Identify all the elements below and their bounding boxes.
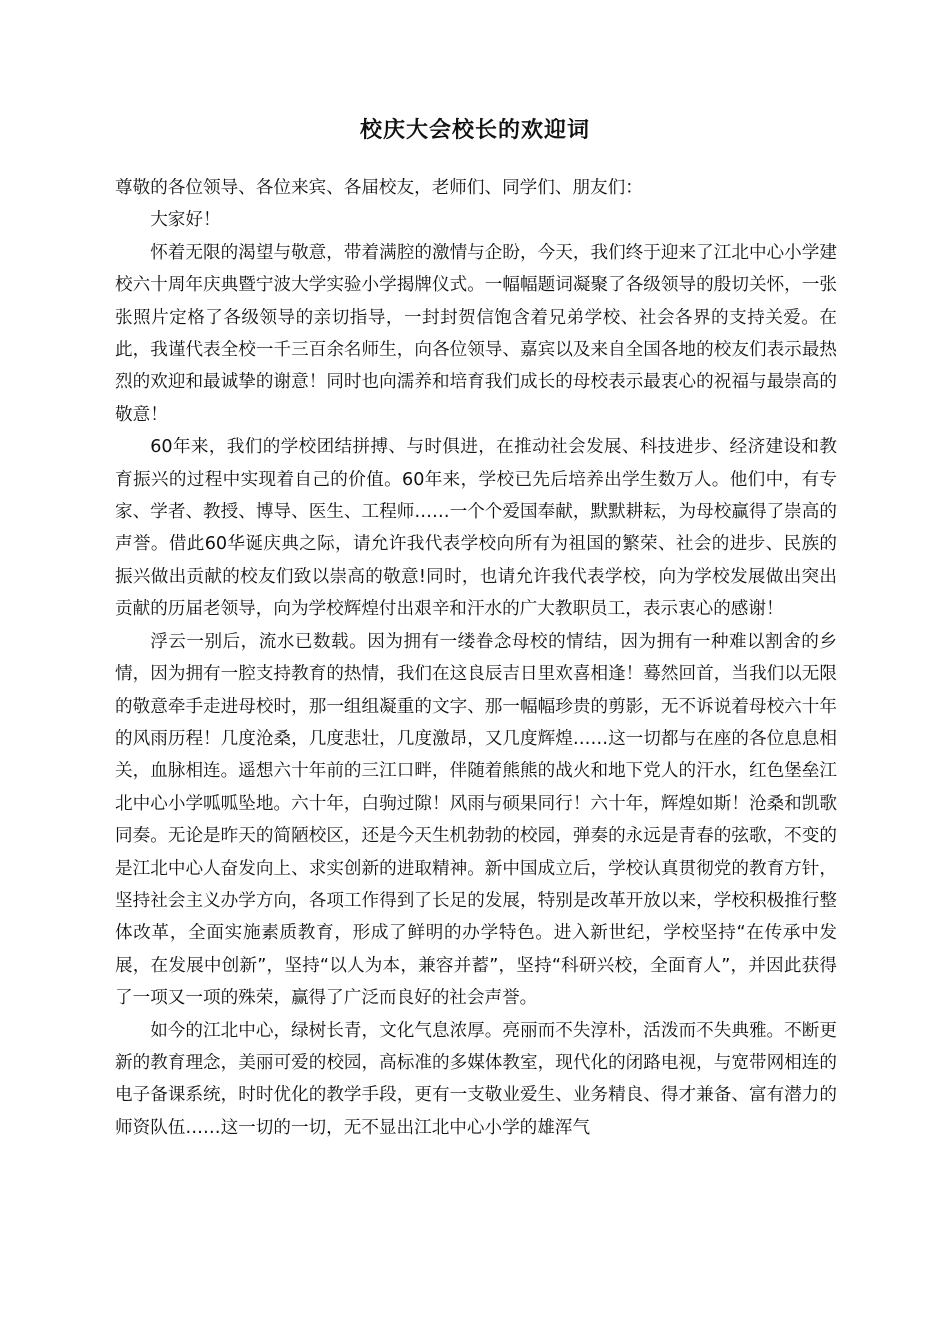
document-title: 校庆大会校长的欢迎词 bbox=[359, 118, 590, 143]
salutation: 尊敬的各位领导、各位来宾、各届校友，老师们、同学们、朋友们： bbox=[115, 178, 643, 198]
document-body bbox=[115, 172, 837, 1144]
paragraph-history: 浮云一别后，流水已数载。因为拥有一缕眷念母校的情结，因为拥有一种难以割舍的乡情，因为拥有一腔支持教育的热情，我们在这良辰吉日里欢喜相逢！蓦然回首，当我们以无限的敬意牵手走进母校时，那一组组凝重的文字、那一幅幅珍贵的剪影，无不诉说着母校六十年的风雨历程！几度沧桑，几度悲壮，几度激昂，又几度辉煌……这一切都与在座的各位息息相关，血脉相连。遥想六十年前的三江口畔，伴随着熊熊的战火和地下党人的汗水，红色堡垒江北中心小学呱呱坠地。六十年，白驹过隙！风雨与硕果同行！六十年，辉煌如斯！沧桑和凯歌同奏。无论是昨天的简陋校区，还是今天生机勃勃的校园，弹奏的永远是青春的弦歌，不变的是江北中心人奋发向上、求实创新的进取精神。新中国成立后，学校认真贯彻党的教育方针，坚持社会主义办学方向，各项工作得到了长足的发展，特别是改革开放以来，学校积极推行整体改革，全面实施素质教育，形成了鲜明的办学特色。进入新世纪，学校坚持“在传承中发展，在发展中创新”，坚持“以人为本，兼容并蓄”，坚持“科研兴校，全面育人”，并因此获得了一项又一项的殊荣，赢得了广泛而良好的社会声誉。 bbox=[115, 631, 837, 1009]
paragraph-greeting: 大家好！ bbox=[150, 210, 221, 231]
paragraph-today: 如今的江北中心，绿树长青，文化气息浓厚。亮丽而不失淳朴，活泼而不失典雅。不断更新的教育理念，美丽可爱的校园，高标准的多媒体教室，现代化的闭路电视，与宽带网相连的电子备课系统，时时优化的教学手段，更有一支敬业爱生、业务精良、得才兼备、富有潜力的师资队伍……这一切的一切，无不显出江北中心小学的雄浑气 bbox=[115, 1020, 837, 1138]
paragraph-welcome: 怀着无限的渴望与敬意，带着满腔的激情与企盼，今天，我们终于迎来了江北中心小学建校六十周年庆典暨宁波大学实验小学揭牌仪式。一幅幅题词凝聚了各级领导的殷切关怀，一张张照片定格了各级领导的亲切指导，一封封贺信饱含着兄弟学校、社会各界的支持关爱。在此，我谨代表全校一千三百余名师生，向各位领导、嘉宾以及来自全国各地的校友们表示最热烈的欢迎和最诚挚的谢意！同时也向濡养和培育我们成长的母校表示最衷心的祝福与最崇高的敬意！ bbox=[115, 242, 837, 425]
paragraph-sixty-years: 60年来，我们的学校团结拼搏、与时俱进，在推动社会发展、科技进步、经济建设和教育振兴的过程中实现着自己的价值。60年来，学校已先后培养出学生数万人。他们中，有专家、学者、教授、博导、医生、工程师……一个个爱国奉献，默默耕耘，为母校赢得了崇高的声誉。借此60华诞庆典之际，请允许我代表学校向所有为祖国的繁荣、社会的进步、民族的振兴做出贡献的校友们致以崇高的敬意!同时，也请允许我代表学校，向为学校发展做出突出贡献的历届老领导，向为学校辉煌付出艰辛和汗水的广大教职员工，表示衷心的感谢！ bbox=[115, 437, 837, 620]
